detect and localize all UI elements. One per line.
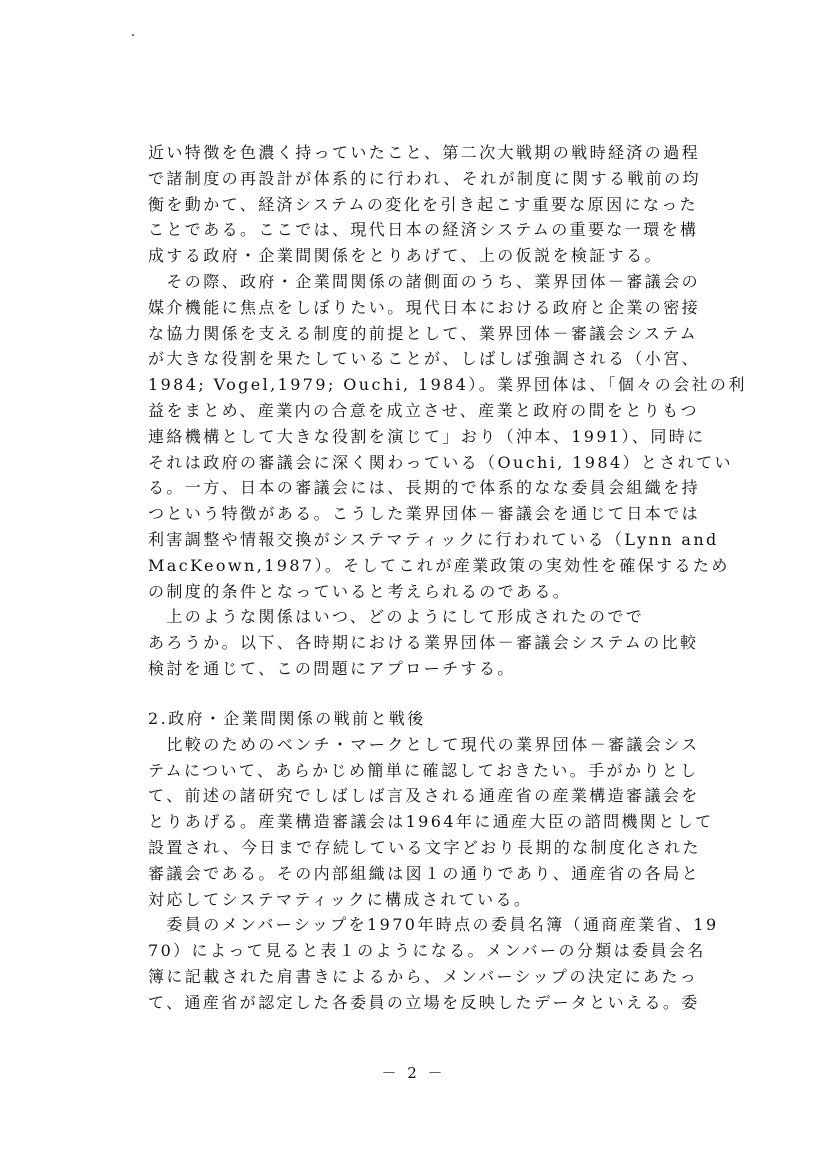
paragraph-4 [148, 732, 714, 913]
text-line: 対応してシステマティックに構成されている。 [148, 889, 533, 909]
text-line: とりあげる。産業構造審議会は1964年に通産大臣の諮問機関として [148, 812, 714, 832]
text-line: 連絡機構として大きな役割を演じて」おり（沖本、1991）、同時に [148, 426, 706, 446]
text-line: その際、政府・企業間関係の諸側面のうち、業界団体－審議会の [148, 271, 701, 291]
text-line: テムについて、あらかじめ簡単に確認しておきたい。手がかりとし [148, 760, 699, 780]
text-line: MacKeown,1987）。そしてこれが産業政策の実効性を確保するため [148, 555, 730, 575]
text-line: 衡を動かて、経済システムの変化を引き起こす重要な原因になった [148, 194, 699, 214]
text-line: 利害調整や情報交換がシステマティックに行われている（Lynn and [148, 529, 719, 549]
text-line: 媒介機能に焦点をしぼりたい。現代日本における政府と企業の密接 [148, 297, 701, 317]
text-line: 簿に記載された肩書きによるから、メンバーシップの決定にあたっ [148, 966, 699, 986]
paragraph-1 [148, 140, 701, 269]
text-line: 検討を通じて、この問題にアプローチする。 [148, 658, 516, 678]
text-line: 1984; Vogel,1979; Ouchi, 1984）。業界団体は、「個々の会社の利 [148, 375, 747, 395]
paragraph-2 [148, 269, 747, 604]
text-line: な協力関係を支える制度的前提として、業界団体－審議会システム [148, 323, 699, 343]
text-line: 70）によって見ると表１のようになる。メンバーの分類は委員会名 [148, 941, 706, 961]
text-line: 益をまとめ、産業内の合意を成立させ、産業と政府の間をとりもつ [148, 400, 699, 420]
text-line: の制度的条件となっていると考えられるのである。 [148, 581, 572, 601]
scan-speck [132, 34, 134, 36]
text-line: つという特徴がある。こうした業界団体－審議会を通じて日本では [148, 504, 701, 524]
text-line: 成する政府・企業間関係をとりあげて、上の仮説を検証する。 [148, 246, 663, 266]
text-line: 近い特徴を色濃く持っていたこと、第二次大戦期の戦時経済の過程 [148, 143, 701, 162]
body-text-top [148, 140, 747, 682]
text-line: 比較のためのベンチ・マークとして現代の業界団体－審議会シス [148, 734, 700, 754]
page-number: － 2 － [381, 1064, 446, 1082]
section-2 [148, 706, 719, 1016]
paragraph-3 [148, 604, 699, 681]
text-line: て、通産省が認定した各委員の立場を反映したデータといえる。委 [148, 992, 700, 1012]
text-line: 委員のメンバーシップを1970年時点の委員名簿（通商産業省、19 [148, 915, 719, 935]
text-line: あろうか。以下、各時期における業界団体－審議会システムの比較 [148, 633, 699, 653]
text-line: る。一方、日本の審議会には、長期的で体系的なな委員会組織を持 [148, 478, 701, 498]
text-line: 上のような関係はいつ、どのようにして形成されたのでで [148, 607, 645, 627]
section-heading: 2.政府・企業間関係の戦前と戦後 [148, 709, 426, 728]
text-line: て、前述の諸研究でしばしば言及される通産省の産業構造審議会を [148, 786, 700, 806]
text-line: 設置され、今日まで存続している文字どおり長期的な制度化された [148, 837, 701, 857]
paragraph-5 [148, 912, 719, 1015]
text-line: で諸制度の再設計が体系的に行われ、それが制度に関する戦前の均 [148, 168, 701, 188]
text-line: が大きな役割を果たしていることが、しばしば強調される（小宮、 [148, 349, 701, 369]
text-line: 審議会である。その内部組織は図１の通りであり、通産省の各局と [148, 863, 701, 883]
text-line: それは政府の審議会に深く関わっている（Ouchi, 1984）とされてい [148, 452, 733, 472]
text-line: ことである。ここでは、現代日本の経済システムの重要な一環を構 [148, 220, 699, 240]
